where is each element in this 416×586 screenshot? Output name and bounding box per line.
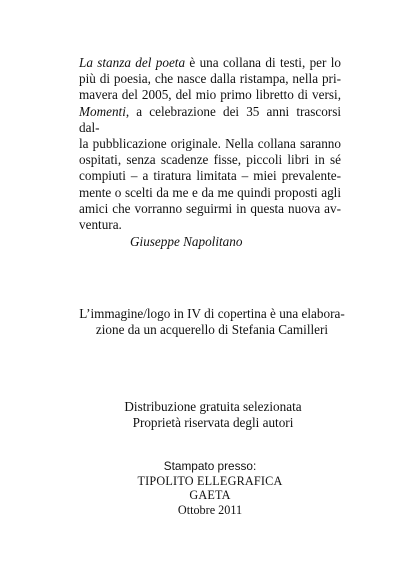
- intro-paragraph: [79, 55, 341, 250]
- intro-line: La stanza del poeta è una collana di testi, per lo: [79, 55, 341, 70]
- intro-line: Momenti, a celebrazione dei 35 anni trascorsi dal-: [79, 103, 341, 135]
- rights-line: Proprietà riservata degli autori: [132, 415, 294, 431]
- intro-line: mavera del 2005, del mio primo libretto di versi,: [79, 87, 341, 103]
- intro-line: mente o scelti da me e da me quindi proposti agli: [79, 184, 341, 200]
- intro-line: amici che vorranno seguirmi in questa nuova av-: [79, 200, 341, 216]
- intro-line: ospitati, senza scadenze fisse, piccoli libri in sé: [79, 152, 341, 168]
- intro-line: compiuti – a tiratura limitata – miei prevalente-: [79, 168, 341, 184]
- distribution-notice: [5, 399, 416, 431]
- intro-line: più di poesia, che nasce dalla ristampa, nella pri-: [79, 71, 341, 87]
- printer-city: GAETA: [189, 488, 231, 503]
- book-title: Momenti: [79, 103, 126, 119]
- series-title: La stanza del poeta: [79, 55, 186, 70]
- cover-image-note: [4, 306, 416, 338]
- printed-at-label: Stampato presso:: [163, 459, 257, 473]
- cover-note-line: L’immagine/logo in IV di copertina è una elabora-: [79, 306, 345, 321]
- intro-line: ventura.: [79, 217, 122, 233]
- cover-note-line: zione da un acquerello di Stefania Camilleri: [95, 322, 329, 338]
- printer-name: TIPOLITO ELLEGRAFICA: [137, 473, 283, 488]
- print-date: Ottobre 2011: [177, 502, 243, 517]
- author-signature: Giuseppe Napolitano: [130, 234, 243, 250]
- intro-line: la pubblicazione originale. Nella collana saranno: [79, 136, 341, 152]
- distribution-line: Distribuzione gratuita selezionata: [124, 399, 302, 414]
- printer-colophon: [2, 459, 416, 517]
